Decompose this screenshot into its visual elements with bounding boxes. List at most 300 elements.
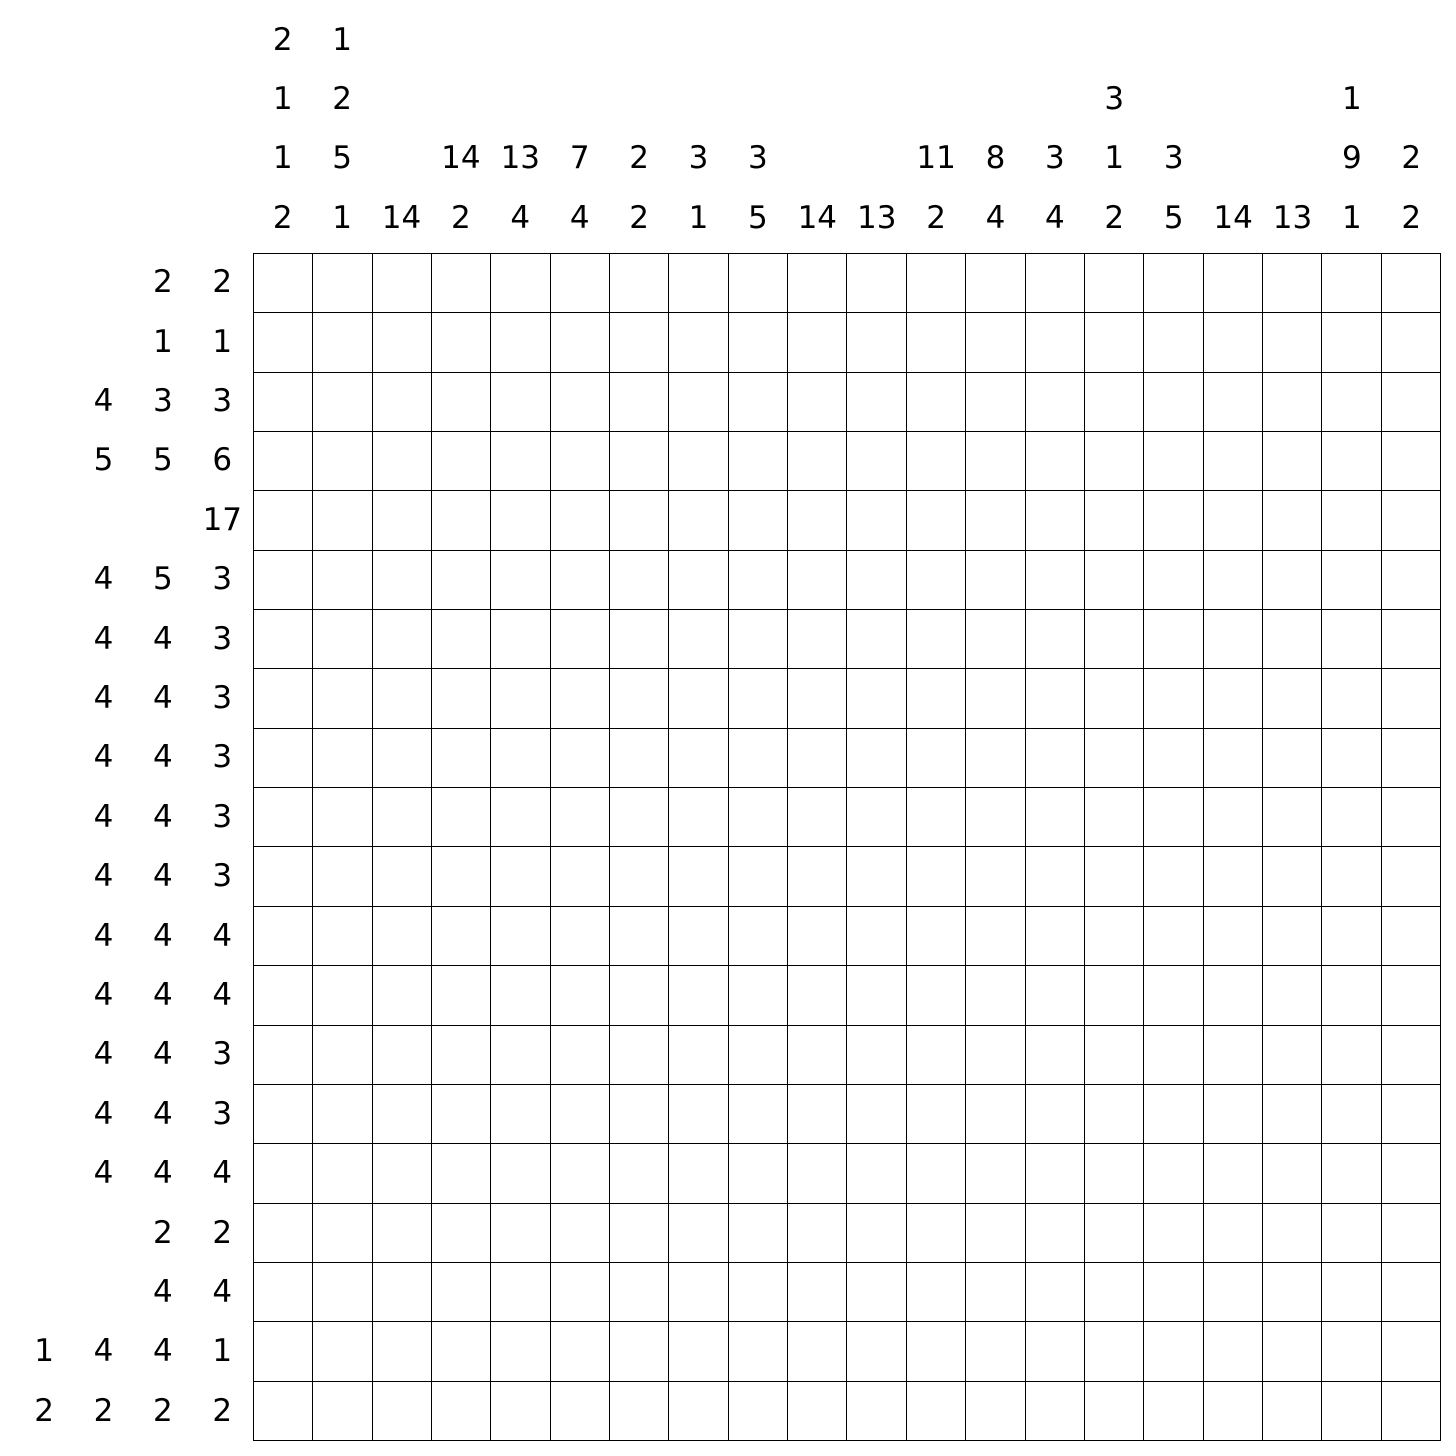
grid-cell[interactable]	[965, 1025, 1024, 1084]
grid-cell[interactable]	[668, 609, 727, 668]
grid-cell[interactable]	[846, 1084, 905, 1143]
grid-cell[interactable]	[906, 372, 965, 431]
grid-cell[interactable]	[787, 1025, 846, 1084]
grid-cell[interactable]	[668, 1084, 727, 1143]
grid-cell[interactable]	[846, 1381, 905, 1440]
grid-cell[interactable]	[668, 431, 727, 490]
grid-cell[interactable]	[728, 372, 787, 431]
grid-cell[interactable]	[550, 1084, 609, 1143]
grid-cell[interactable]	[668, 372, 727, 431]
grid-cell[interactable]	[312, 906, 371, 965]
grid-cell[interactable]	[372, 787, 431, 846]
grid-cell[interactable]	[431, 490, 490, 549]
grid-cell[interactable]	[431, 431, 490, 490]
grid-cell[interactable]	[431, 668, 490, 727]
grid-cell[interactable]	[1084, 609, 1143, 668]
grid-cell[interactable]	[550, 787, 609, 846]
grid-cell[interactable]	[728, 1262, 787, 1321]
grid-cell[interactable]	[490, 431, 549, 490]
grid-cell[interactable]	[253, 787, 312, 846]
grid-cell[interactable]	[728, 609, 787, 668]
grid-cell[interactable]	[1084, 550, 1143, 609]
grid-cell[interactable]	[1381, 1143, 1440, 1202]
grid-cell[interactable]	[372, 490, 431, 549]
grid-cell[interactable]	[1025, 490, 1084, 549]
grid-cell[interactable]	[312, 1025, 371, 1084]
grid-cell[interactable]	[846, 490, 905, 549]
grid-cell[interactable]	[787, 1381, 846, 1440]
grid-cell[interactable]	[372, 550, 431, 609]
grid-cell[interactable]	[787, 1143, 846, 1202]
grid-cell[interactable]	[728, 431, 787, 490]
grid-cell[interactable]	[490, 490, 549, 549]
grid-cell[interactable]	[1381, 906, 1440, 965]
grid-cell[interactable]	[787, 1321, 846, 1380]
grid-cell[interactable]	[550, 312, 609, 371]
grid-cell[interactable]	[372, 906, 431, 965]
grid-cell[interactable]	[1025, 550, 1084, 609]
grid-cell[interactable]	[490, 906, 549, 965]
grid-cell[interactable]	[1143, 312, 1202, 371]
grid-cell[interactable]	[312, 550, 371, 609]
grid-cell[interactable]	[550, 1321, 609, 1380]
grid-cell[interactable]	[1084, 728, 1143, 787]
grid-cell[interactable]	[728, 1025, 787, 1084]
grid-cell[interactable]	[906, 609, 965, 668]
grid-cell[interactable]	[1381, 1203, 1440, 1262]
grid-cell[interactable]	[431, 1381, 490, 1440]
grid-cell[interactable]	[1084, 1203, 1143, 1262]
grid-cell[interactable]	[550, 1143, 609, 1202]
grid-cell[interactable]	[431, 312, 490, 371]
grid-cell[interactable]	[1262, 1084, 1321, 1143]
grid-cell[interactable]	[312, 490, 371, 549]
grid-cell[interactable]	[431, 846, 490, 905]
grid-cell[interactable]	[253, 372, 312, 431]
grid-cell[interactable]	[372, 372, 431, 431]
grid-cell[interactable]	[906, 1262, 965, 1321]
grid-cell[interactable]	[1381, 1084, 1440, 1143]
grid-cell[interactable]	[787, 312, 846, 371]
grid-cell[interactable]	[372, 1203, 431, 1262]
grid-cell[interactable]	[1143, 490, 1202, 549]
grid-cell[interactable]	[965, 1084, 1024, 1143]
grid-cell[interactable]	[906, 668, 965, 727]
grid-cell[interactable]	[609, 1262, 668, 1321]
grid-cell[interactable]	[668, 668, 727, 727]
grid-cell[interactable]	[787, 787, 846, 846]
grid-cell[interactable]	[1203, 609, 1262, 668]
grid-cell[interactable]	[1381, 609, 1440, 668]
grid-cell[interactable]	[312, 1084, 371, 1143]
grid-cell[interactable]	[668, 312, 727, 371]
grid-cell[interactable]	[253, 609, 312, 668]
grid-cell[interactable]	[1143, 846, 1202, 905]
grid-cell[interactable]	[965, 312, 1024, 371]
grid-cell[interactable]	[668, 1262, 727, 1321]
grid-cell[interactable]	[312, 1203, 371, 1262]
grid-cell[interactable]	[846, 1025, 905, 1084]
grid-cell[interactable]	[490, 312, 549, 371]
grid-cell[interactable]	[728, 1084, 787, 1143]
grid-cell[interactable]	[1143, 1084, 1202, 1143]
grid-cell[interactable]	[609, 490, 668, 549]
grid-cell[interactable]	[1203, 846, 1262, 905]
grid-cell[interactable]	[490, 846, 549, 905]
grid-cell[interactable]	[312, 728, 371, 787]
grid-cell[interactable]	[787, 372, 846, 431]
grid-cell[interactable]	[550, 906, 609, 965]
grid-cell[interactable]	[1084, 312, 1143, 371]
grid-cell[interactable]	[1321, 1381, 1380, 1440]
grid-cell[interactable]	[1381, 253, 1440, 312]
grid-cell[interactable]	[312, 1321, 371, 1380]
grid-cell[interactable]	[965, 1203, 1024, 1262]
grid-cell[interactable]	[550, 550, 609, 609]
grid-cell[interactable]	[490, 372, 549, 431]
grid-cell[interactable]	[906, 846, 965, 905]
grid-cell[interactable]	[965, 1262, 1024, 1321]
grid-cell[interactable]	[312, 1143, 371, 1202]
grid-cell[interactable]	[1262, 312, 1321, 371]
grid-cell[interactable]	[1262, 906, 1321, 965]
grid-cell[interactable]	[787, 609, 846, 668]
grid-cell[interactable]	[490, 965, 549, 1024]
grid-cell[interactable]	[846, 1203, 905, 1262]
grid-cell[interactable]	[668, 906, 727, 965]
grid-cell[interactable]	[609, 550, 668, 609]
grid-cell[interactable]	[1025, 668, 1084, 727]
grid-cell[interactable]	[1143, 431, 1202, 490]
grid-cell[interactable]	[787, 550, 846, 609]
grid-cell[interactable]	[490, 1262, 549, 1321]
grid-cell[interactable]	[1203, 490, 1262, 549]
grid-cell[interactable]	[965, 965, 1024, 1024]
grid-cell[interactable]	[609, 1203, 668, 1262]
grid-cell[interactable]	[431, 1203, 490, 1262]
grid-cell[interactable]	[372, 965, 431, 1024]
grid-cell[interactable]	[1262, 787, 1321, 846]
grid-cell[interactable]	[312, 846, 371, 905]
grid-cell[interactable]	[372, 1143, 431, 1202]
grid-cell[interactable]	[1262, 431, 1321, 490]
grid-cell[interactable]	[906, 253, 965, 312]
grid-cell[interactable]	[668, 787, 727, 846]
grid-cell[interactable]	[1143, 372, 1202, 431]
grid-cell[interactable]	[550, 431, 609, 490]
grid-cell[interactable]	[253, 1203, 312, 1262]
grid-cell[interactable]	[372, 1025, 431, 1084]
grid-cell[interactable]	[1084, 490, 1143, 549]
grid-cell[interactable]	[1381, 787, 1440, 846]
grid-cell[interactable]	[490, 728, 549, 787]
grid-cell[interactable]	[490, 1203, 549, 1262]
grid-cell[interactable]	[609, 846, 668, 905]
grid-cell[interactable]	[253, 431, 312, 490]
grid-cell[interactable]	[1262, 1321, 1321, 1380]
grid-cell[interactable]	[906, 787, 965, 846]
grid-cell[interactable]	[965, 668, 1024, 727]
grid-cell[interactable]	[1084, 431, 1143, 490]
grid-cell[interactable]	[1203, 550, 1262, 609]
grid-cell[interactable]	[1203, 1143, 1262, 1202]
grid-cell[interactable]	[609, 965, 668, 1024]
grid-cell[interactable]	[253, 728, 312, 787]
grid-cell[interactable]	[1084, 787, 1143, 846]
grid-cell[interactable]	[1025, 965, 1084, 1024]
grid-cell[interactable]	[1203, 1321, 1262, 1380]
grid-cell[interactable]	[846, 312, 905, 371]
grid-cell[interactable]	[906, 906, 965, 965]
grid-cell[interactable]	[609, 312, 668, 371]
grid-cell[interactable]	[1203, 1203, 1262, 1262]
grid-cell[interactable]	[965, 253, 1024, 312]
grid-cell[interactable]	[312, 372, 371, 431]
grid-cell[interactable]	[431, 1321, 490, 1380]
grid-cell[interactable]	[1203, 312, 1262, 371]
grid-cell[interactable]	[668, 1321, 727, 1380]
grid-cell[interactable]	[1262, 1381, 1321, 1440]
grid-cell[interactable]	[1143, 787, 1202, 846]
grid-cell[interactable]	[906, 1321, 965, 1380]
grid-cell[interactable]	[431, 1025, 490, 1084]
grid-cell[interactable]	[1381, 372, 1440, 431]
grid-cell[interactable]	[668, 1025, 727, 1084]
grid-cell[interactable]	[1084, 965, 1143, 1024]
grid-cell[interactable]	[550, 490, 609, 549]
grid-cell[interactable]	[1143, 609, 1202, 668]
grid-cell[interactable]	[728, 1203, 787, 1262]
grid-cell[interactable]	[906, 1203, 965, 1262]
grid-cell[interactable]	[1025, 1203, 1084, 1262]
grid-cell[interactable]	[431, 550, 490, 609]
grid-cell[interactable]	[1143, 1262, 1202, 1321]
grid-cell[interactable]	[787, 490, 846, 549]
grid-cell[interactable]	[550, 253, 609, 312]
grid-cell[interactable]	[1321, 431, 1380, 490]
grid-cell[interactable]	[253, 965, 312, 1024]
grid-cell[interactable]	[668, 550, 727, 609]
grid-cell[interactable]	[1084, 1084, 1143, 1143]
grid-cell[interactable]	[1143, 1321, 1202, 1380]
grid-cell[interactable]	[1025, 609, 1084, 668]
grid-cell[interactable]	[906, 550, 965, 609]
grid-cell[interactable]	[253, 1381, 312, 1440]
grid-cell[interactable]	[253, 550, 312, 609]
grid-cell[interactable]	[1321, 965, 1380, 1024]
grid-cell[interactable]	[668, 253, 727, 312]
grid-cell[interactable]	[490, 1084, 549, 1143]
grid-cell[interactable]	[1143, 253, 1202, 312]
grid-cell[interactable]	[431, 787, 490, 846]
grid-cell[interactable]	[1321, 906, 1380, 965]
grid-cell[interactable]	[1025, 728, 1084, 787]
grid-cell[interactable]	[1381, 965, 1440, 1024]
grid-cell[interactable]	[312, 1262, 371, 1321]
grid-cell[interactable]	[312, 253, 371, 312]
grid-cell[interactable]	[1025, 1262, 1084, 1321]
grid-cell[interactable]	[1262, 668, 1321, 727]
grid-cell[interactable]	[1203, 728, 1262, 787]
grid-cell[interactable]	[1262, 1025, 1321, 1084]
grid-cell[interactable]	[1321, 1143, 1380, 1202]
grid-cell[interactable]	[253, 1321, 312, 1380]
grid-cell[interactable]	[253, 1143, 312, 1202]
grid-cell[interactable]	[1025, 906, 1084, 965]
grid-cell[interactable]	[787, 965, 846, 1024]
grid-cell[interactable]	[550, 965, 609, 1024]
grid-cell[interactable]	[1025, 787, 1084, 846]
grid-cell[interactable]	[1262, 609, 1321, 668]
grid-cell[interactable]	[1203, 787, 1262, 846]
grid-cell[interactable]	[1203, 431, 1262, 490]
grid-cell[interactable]	[431, 372, 490, 431]
grid-cell[interactable]	[1321, 372, 1380, 431]
grid-cell[interactable]	[906, 1381, 965, 1440]
grid-cell[interactable]	[1025, 1381, 1084, 1440]
grid-cell[interactable]	[609, 1084, 668, 1143]
grid-cell[interactable]	[1321, 312, 1380, 371]
grid-cell[interactable]	[550, 1203, 609, 1262]
grid-cell[interactable]	[312, 609, 371, 668]
grid-cell[interactable]	[846, 431, 905, 490]
grid-cell[interactable]	[253, 668, 312, 727]
grid-cell[interactable]	[372, 431, 431, 490]
grid-cell[interactable]	[1203, 1084, 1262, 1143]
grid-cell[interactable]	[846, 787, 905, 846]
grid-cell[interactable]	[787, 846, 846, 905]
grid-cell[interactable]	[1025, 1143, 1084, 1202]
grid-cell[interactable]	[253, 1025, 312, 1084]
grid-cell[interactable]	[372, 728, 431, 787]
grid-cell[interactable]	[1381, 1381, 1440, 1440]
grid-cell[interactable]	[1381, 1321, 1440, 1380]
grid-cell[interactable]	[1262, 1143, 1321, 1202]
grid-cell[interactable]	[372, 253, 431, 312]
grid-cell[interactable]	[965, 1143, 1024, 1202]
grid-cell[interactable]	[372, 668, 431, 727]
grid-cell[interactable]	[1143, 1143, 1202, 1202]
grid-cell[interactable]	[1262, 728, 1321, 787]
grid-cell[interactable]	[253, 906, 312, 965]
grid-cell[interactable]	[609, 1025, 668, 1084]
grid-cell[interactable]	[728, 965, 787, 1024]
grid-cell[interactable]	[1262, 550, 1321, 609]
grid-cell[interactable]	[312, 965, 371, 1024]
grid-cell[interactable]	[1321, 490, 1380, 549]
grid-cell[interactable]	[728, 787, 787, 846]
grid-cell[interactable]	[1203, 668, 1262, 727]
grid-cell[interactable]	[846, 609, 905, 668]
grid-cell[interactable]	[1203, 906, 1262, 965]
grid-cell[interactable]	[312, 1381, 371, 1440]
grid-cell[interactable]	[372, 1321, 431, 1380]
grid-cell[interactable]	[1025, 1025, 1084, 1084]
grid-cell[interactable]	[431, 728, 490, 787]
grid-cell[interactable]	[312, 668, 371, 727]
grid-cell[interactable]	[1143, 1381, 1202, 1440]
grid-cell[interactable]	[728, 728, 787, 787]
grid-cell[interactable]	[490, 1025, 549, 1084]
grid-cell[interactable]	[668, 728, 727, 787]
grid-cell[interactable]	[431, 906, 490, 965]
grid-cell[interactable]	[431, 965, 490, 1024]
grid-cell[interactable]	[550, 1025, 609, 1084]
grid-cell[interactable]	[1203, 372, 1262, 431]
grid-cell[interactable]	[965, 787, 1024, 846]
grid-cell[interactable]	[1143, 668, 1202, 727]
grid-cell[interactable]	[1381, 312, 1440, 371]
grid-cell[interactable]	[728, 312, 787, 371]
grid-cell[interactable]	[1025, 1084, 1084, 1143]
grid-cell[interactable]	[846, 1321, 905, 1380]
grid-cell[interactable]	[965, 550, 1024, 609]
grid-cell[interactable]	[668, 1381, 727, 1440]
grid-cell[interactable]	[787, 668, 846, 727]
grid-cell[interactable]	[1262, 490, 1321, 549]
grid-cell[interactable]	[965, 728, 1024, 787]
grid-cell[interactable]	[846, 965, 905, 1024]
grid-cell[interactable]	[965, 1321, 1024, 1380]
grid-cell[interactable]	[372, 609, 431, 668]
grid-cell[interactable]	[550, 846, 609, 905]
grid-cell[interactable]	[965, 1381, 1024, 1440]
grid-cell[interactable]	[372, 1084, 431, 1143]
grid-cell[interactable]	[846, 550, 905, 609]
grid-cell[interactable]	[906, 431, 965, 490]
grid-cell[interactable]	[787, 1084, 846, 1143]
grid-cell[interactable]	[728, 906, 787, 965]
grid-cell[interactable]	[1203, 253, 1262, 312]
grid-cell[interactable]	[253, 253, 312, 312]
grid-cell[interactable]	[1025, 253, 1084, 312]
grid-cell[interactable]	[728, 1381, 787, 1440]
grid-cell[interactable]	[787, 906, 846, 965]
grid-cell[interactable]	[609, 372, 668, 431]
grid-cell[interactable]	[1084, 1143, 1143, 1202]
grid-cell[interactable]	[846, 1262, 905, 1321]
grid-cell[interactable]	[1084, 1262, 1143, 1321]
grid-cell[interactable]	[609, 1381, 668, 1440]
grid-cell[interactable]	[668, 1203, 727, 1262]
grid-cell[interactable]	[609, 609, 668, 668]
grid-cell[interactable]	[312, 787, 371, 846]
grid-cell[interactable]	[906, 1025, 965, 1084]
grid-cell[interactable]	[431, 609, 490, 668]
grid-cell[interactable]	[728, 1321, 787, 1380]
grid-cell[interactable]	[1321, 1084, 1380, 1143]
grid-cell[interactable]	[846, 668, 905, 727]
grid-cell[interactable]	[550, 728, 609, 787]
grid-cell[interactable]	[1084, 372, 1143, 431]
grid-cell[interactable]	[1143, 1025, 1202, 1084]
grid-cell[interactable]	[906, 1143, 965, 1202]
grid-cell[interactable]	[490, 1381, 549, 1440]
grid-cell[interactable]	[787, 431, 846, 490]
grid-cell[interactable]	[253, 1084, 312, 1143]
grid-cell[interactable]	[490, 787, 549, 846]
grid-cell[interactable]	[253, 1262, 312, 1321]
grid-cell[interactable]	[550, 1262, 609, 1321]
grid-cell[interactable]	[490, 550, 549, 609]
grid-cell[interactable]	[1381, 431, 1440, 490]
grid-cell[interactable]	[1025, 312, 1084, 371]
grid-cell[interactable]	[787, 253, 846, 312]
grid-cell[interactable]	[609, 728, 668, 787]
grid-cell[interactable]	[1143, 550, 1202, 609]
grid-cell[interactable]	[1321, 846, 1380, 905]
grid-cell[interactable]	[1084, 1321, 1143, 1380]
